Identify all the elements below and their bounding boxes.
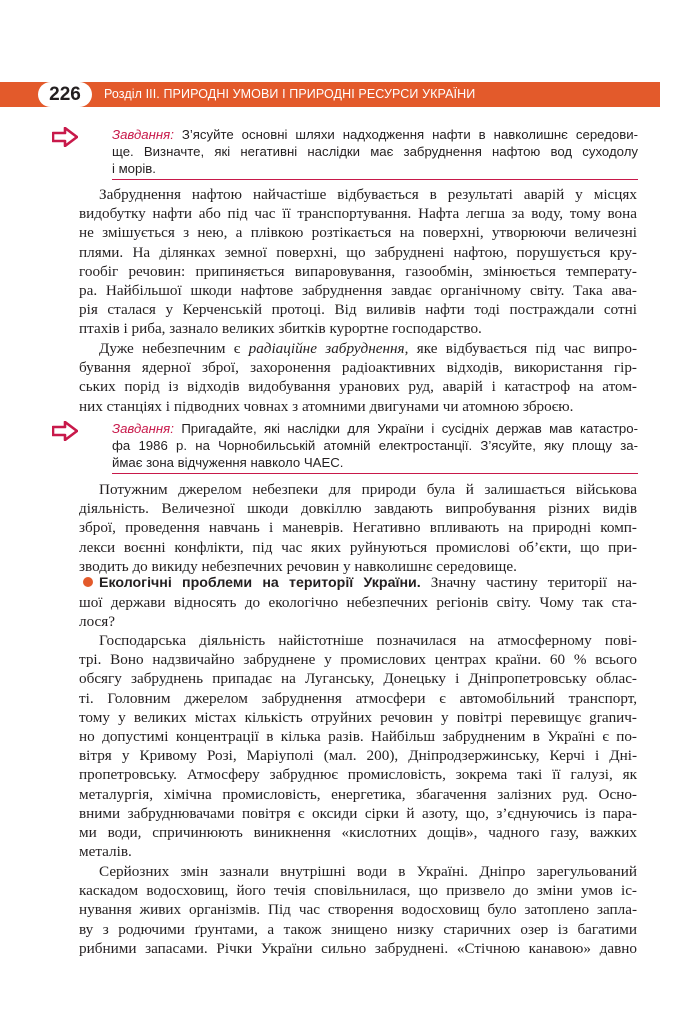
text-line: пропетровську. Атмосферу забруднює промисловість, зокрема такі її галузі, як <box>79 766 637 784</box>
text-line: діяльність. Величезної шкоди довкіллю завдають випробування різних видів <box>79 500 637 518</box>
paragraph-military <box>79 480 637 576</box>
text-line: вітря у Кривому Розі, Маріуполі (мал. 200), Дніпродзержинську, Керчі і Дні- <box>79 747 637 765</box>
task-line: і морів. <box>112 161 156 176</box>
section-title: Розділ ІІІ. ПРИРОДНІ УМОВИ І ПРИРОДНІ РЕСУРСИ УКРАЇНИ <box>104 87 476 101</box>
task-line: Завдання: Пригадайте, які наслідки для України і сусідніх держав мав катастро- <box>112 421 638 436</box>
text-line: бування ядерної зброї, захоронення радіоактивних відходів, використання гір- <box>79 359 637 377</box>
text-line: лекси воєнні конфлікти, під час яких руйнуються промислові об’єкти, що при- <box>79 538 637 556</box>
text-line: ву з родючими ґрунтами, а також знищено низку старичних озер із багатими <box>79 920 637 938</box>
paragraph-oil-pollution <box>79 185 637 339</box>
text-line: рія сталася у Керченській протоці. Від виливів нафти тоді постраждали сотні <box>79 301 637 319</box>
task-line: Завдання: З’ясуйте основні шляхи надходження нафти в навколишнє середови- <box>112 127 638 142</box>
paragraph-air-pollution <box>79 631 637 861</box>
text-line: ра. Найбільшої шкоди нафтове забруднення завдає органічному світу. Така ава- <box>79 282 637 300</box>
text-line: тому у великих містах кількість отруйних речовин у повітрі перевищує granич- <box>79 708 637 726</box>
emphasis-term: радіаційне забруднення <box>248 340 405 357</box>
text-line: ми води, спричинюють виникнення «кислотних дощів», чадного газу, важких <box>79 824 637 842</box>
task-label: Завдання: <box>112 421 174 436</box>
text-line: зводить до викиду небезпечних речовин у навколишнє середовище. <box>79 557 517 575</box>
text-line: Потужним джерелом небезпеки для природи була й залишається військова <box>99 481 637 498</box>
paragraph-radiation <box>79 339 637 416</box>
text-line: ті. Головним джерелом забруднення атмосфери є автомобільний транспорт, <box>79 689 637 707</box>
text-line: ських порід із відходів видобування уранових руд, аварій і катастроф на атом- <box>79 378 637 396</box>
page-number: 226 <box>38 82 92 107</box>
text-line: вними забруднювачами повітря є оксиди сірки й азоту, що, з’єднуючись із пара- <box>79 804 637 822</box>
text-line: рибними запасами. Річки України сильно забруднені. «Стічною канавою» давно <box>79 939 637 957</box>
text-line: плями. На ділянках земної поверхні, що забруднені нафтою, порушується кру- <box>79 243 637 261</box>
task-line: ще. Визначте, які негативні наслідки має забруднення нафтою вод суходолу <box>112 144 638 159</box>
text-line: но допустимі концентрації в кілька разів. Найбільш забрудненим в Україні є по- <box>79 728 637 746</box>
text-line: трі. Воно надзвичайно забруднене у промислових центрах країни. 60 % всього <box>79 651 637 669</box>
text-line: Дуже небезпечним є радіаційне забруднення, яке відбувається під час випро- <box>99 340 638 357</box>
text-line: птахів і риба, зазнало великих збитків курортне господарство. <box>79 320 482 338</box>
text-line: видобутку нафти або під час її транспортування. Нафта легша за воду, тому вона <box>79 205 637 223</box>
task-line: фа 1986 р. на Чорнобильській атомній електростанції. З’ясуйте, яку площу за- <box>112 438 638 453</box>
text-line: Забруднення нафтою найчастіше відбувається в результаті аварій у місцях <box>99 186 637 203</box>
text-line: них станціях і підводних човнах з атомними двигунами чи атомною зброєю. <box>79 397 574 415</box>
text-line: металів. <box>79 843 132 861</box>
text-line: Серйозних змін зазнали внутрішні води в Україні. Дніпро зарегульований <box>99 863 637 880</box>
text-line: Екологічні проблеми на території України. Значну частину території на- <box>99 574 637 591</box>
section-heading: Екологічні проблеми на території України. <box>99 575 421 591</box>
task-arrow-icon <box>52 127 78 147</box>
text-line: Господарська діяльність найістотніше позначилася на атмосферному пові- <box>99 632 637 649</box>
text-line: шої держави відносять до екологічно небезпечних регіонів світу. Чому так ста- <box>79 594 637 612</box>
task-label: Завдання: <box>112 127 174 142</box>
section-ecological-problems <box>79 573 637 632</box>
task-underline <box>112 473 638 475</box>
text-line: обсягу забруднень припадає на Луганську, Донецьку і Дніпропетровську облас- <box>79 670 637 688</box>
paragraph-inland-waters <box>79 862 637 958</box>
task-box-1 <box>82 126 638 177</box>
task-box-2 <box>82 420 638 471</box>
task-underline <box>112 179 638 181</box>
text-line: нування живих організмів. Під час створення водосховищ було затоплено запла- <box>79 901 637 919</box>
text-line: зброї, проведення навчань і маневрів. Негативно впливають на природні комп- <box>79 519 637 537</box>
text-line: лося? <box>79 613 116 631</box>
task-line: ймає зона відчуження навколо ЧАЕС. <box>112 455 344 470</box>
text-line: каскадом водосховищ, його течія сповільнилася, що призвело до зміни умов іс- <box>79 882 637 900</box>
text-line: не змішується з нею, а плівкою розтікається на поверхні, утворюючи величезні <box>79 224 637 242</box>
text-line: гообіг речовин: припиняється випаровування, газообмін, змінюється температу- <box>79 262 637 280</box>
task-arrow-icon <box>52 421 78 441</box>
text-line: металургія, хімічна промисловість, енергетика, збагачення залізних руд. Осно- <box>79 785 637 803</box>
